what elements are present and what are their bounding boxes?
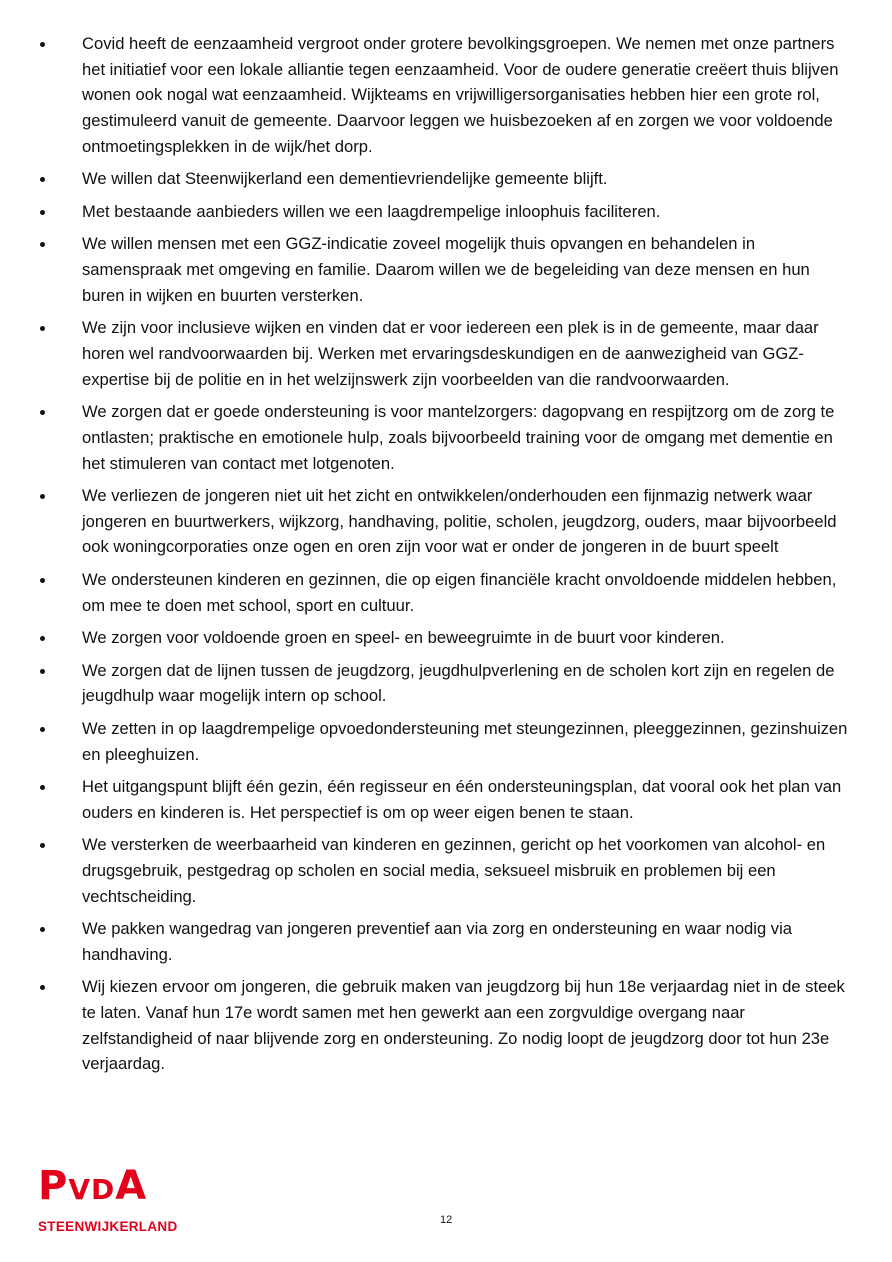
bullet-icon	[40, 843, 45, 848]
list-item-text: We willen mensen met een GGZ-indicatie zoveel mogelijk thuis opvangen en behandelen in samenspraak met omgeving en familie. Daarom willen we de begeleiding van deze mensen en hun buren in wijken en buurten versterken.	[82, 234, 810, 305]
pvda-logo	[38, 1163, 178, 1234]
list-item-text: Wij kiezen ervoor om jongeren, die gebruik maken van jeugdzorg bij hun 18e verjaardag niet in de steek te laten. Vanaf hun 17e wordt samen met hen gewerkt aan een zorgvuldige overgang naar zelfstandigheid of naar blijvende zorg en ondersteuning. Zo nodig loopt de jeugdzorg door tot hun 23e verjaardag.	[82, 977, 845, 1074]
list-item-text: We zorgen dat de lijnen tussen de jeugdzorg, jeugdhulpverlening en de scholen kort zijn en regelen de jeugdhulp waar mogelijk intern op school.	[82, 660, 835, 706]
page-content	[36, 31, 856, 1084]
list-item-text: We zetten in op laagdrempelige opvoedondersteuning met steungezinnen, pleeggezinnen, gezinshuizen en pleeghuizen.	[82, 718, 848, 764]
list-item-text: Covid heeft de eenzaamheid vergroot onder grotere bevolkingsgroepen. We nemen met onze partners het initiatief voor een lokale alliantie tegen eenzaamheid. Voor de oudere generatie creëert thuis blijven wonen ook nogal wat eenzaamheid. Wijkteams en vrijwilligersorganisaties hebben hier een grote rol, gestimuleerd vanuit de gemeente. Daarvoor leggen we huisbezoeken af en zorgen we voor voldoende ontmoetingsplekken in de wijk/het dorp.	[82, 34, 839, 156]
list-item	[36, 483, 856, 560]
bullet-icon	[40, 578, 45, 583]
list-item	[36, 974, 856, 1077]
list-item-text: We ondersteunen kinderen en gezinnen, die op eigen financiële kracht onvoldoende middelen hebben, om mee te doen met school, sport en cultuur.	[82, 569, 837, 615]
list-item	[36, 31, 856, 160]
bullet-icon	[40, 177, 45, 182]
list-item	[36, 315, 856, 392]
bullet-icon	[40, 785, 45, 790]
list-item	[36, 916, 856, 967]
page-number: 12	[440, 1214, 453, 1226]
bullet-icon	[40, 636, 45, 641]
list-item	[36, 625, 856, 651]
list-item-text: We versterken de weerbaarheid van kinderen en gezinnen, gericht op het voorkomen van alcohol- en drugsgebruik, pestgedrag op scholen en social media, seksueel misbruik en problemen bij een vechtscheiding.	[82, 835, 826, 906]
list-item	[36, 399, 856, 476]
bullet-icon	[40, 210, 45, 215]
list-item-text: We pakken wangedrag van jongeren preventief aan via zorg en ondersteuning en waar nodig via handhaving.	[82, 919, 793, 964]
list-item-text: We zijn voor inclusieve wijken en vinden dat er voor iedereen een plek is in de gemeente, maar daar horen wel randvoorwaarden bij. Werken met ervaringsdeskundigen en de aanwezigheid van GGZ-expertise bij de politie en in het welzijnswerk zijn voorbeelden van die randvoorwaarden.	[82, 318, 819, 389]
bullet-icon	[40, 727, 45, 732]
list-item-text: We willen dat Steenwijkerland een dementievriendelijke gemeente blijft.	[82, 169, 608, 189]
bullet-icon	[40, 242, 45, 247]
list-item-text: We zorgen dat er goede ondersteuning is voor mantelzorgers: dagopvang en respijtzorg om de zorg te ontlasten; praktische en emotionele hulp, zoals bijvoorbeeld training voor de omgang met dementie en het stimuleren van contact met lotgenoten.	[82, 402, 835, 473]
list-item-text: Met bestaande aanbieders willen we een laagdrempelige inloophuis faciliteren.	[82, 201, 661, 221]
bullet-icon	[40, 326, 45, 331]
list-item	[36, 832, 856, 909]
list-item	[36, 166, 856, 192]
list-item-text: Het uitgangspunt blijft één gezin, één regisseur en één ondersteuningsplan, dat vooral ook het plan van ouders en kinderen is. Het perspectief is om op weer eigen benen te staan.	[82, 777, 842, 822]
list-item	[36, 231, 856, 308]
bullet-list	[36, 31, 856, 1077]
logo-subtitle: STEENWIJKERLAND	[38, 1219, 178, 1234]
list-item	[36, 716, 856, 767]
list-item-text: We zorgen voor voldoende groen en speel- en beweegruimte in de buurt voor kinderen.	[82, 628, 725, 648]
bullet-icon	[40, 410, 45, 415]
list-item	[36, 567, 856, 618]
bullet-icon	[40, 927, 45, 932]
bullet-icon	[40, 985, 45, 990]
logo-wordmark: PVDA	[38, 1163, 148, 1209]
list-item	[36, 774, 856, 825]
bullet-icon	[40, 42, 45, 47]
list-item-text: We verliezen de jongeren niet uit het zicht en ontwikkelen/onderhouden een fijnmazig netwerk waar jongeren en buurtwerkers, wijkzorg, handhaving, politie, scholen, jeugdzorg, ouders, maar bijvoorbeeld ook woningcorporaties onze ogen en oren zijn voor wat er onder de jongeren in de buurt speelt	[82, 486, 837, 557]
bullet-icon	[40, 494, 45, 499]
list-item	[36, 658, 856, 709]
list-item	[36, 199, 856, 225]
bullet-icon	[40, 669, 45, 674]
